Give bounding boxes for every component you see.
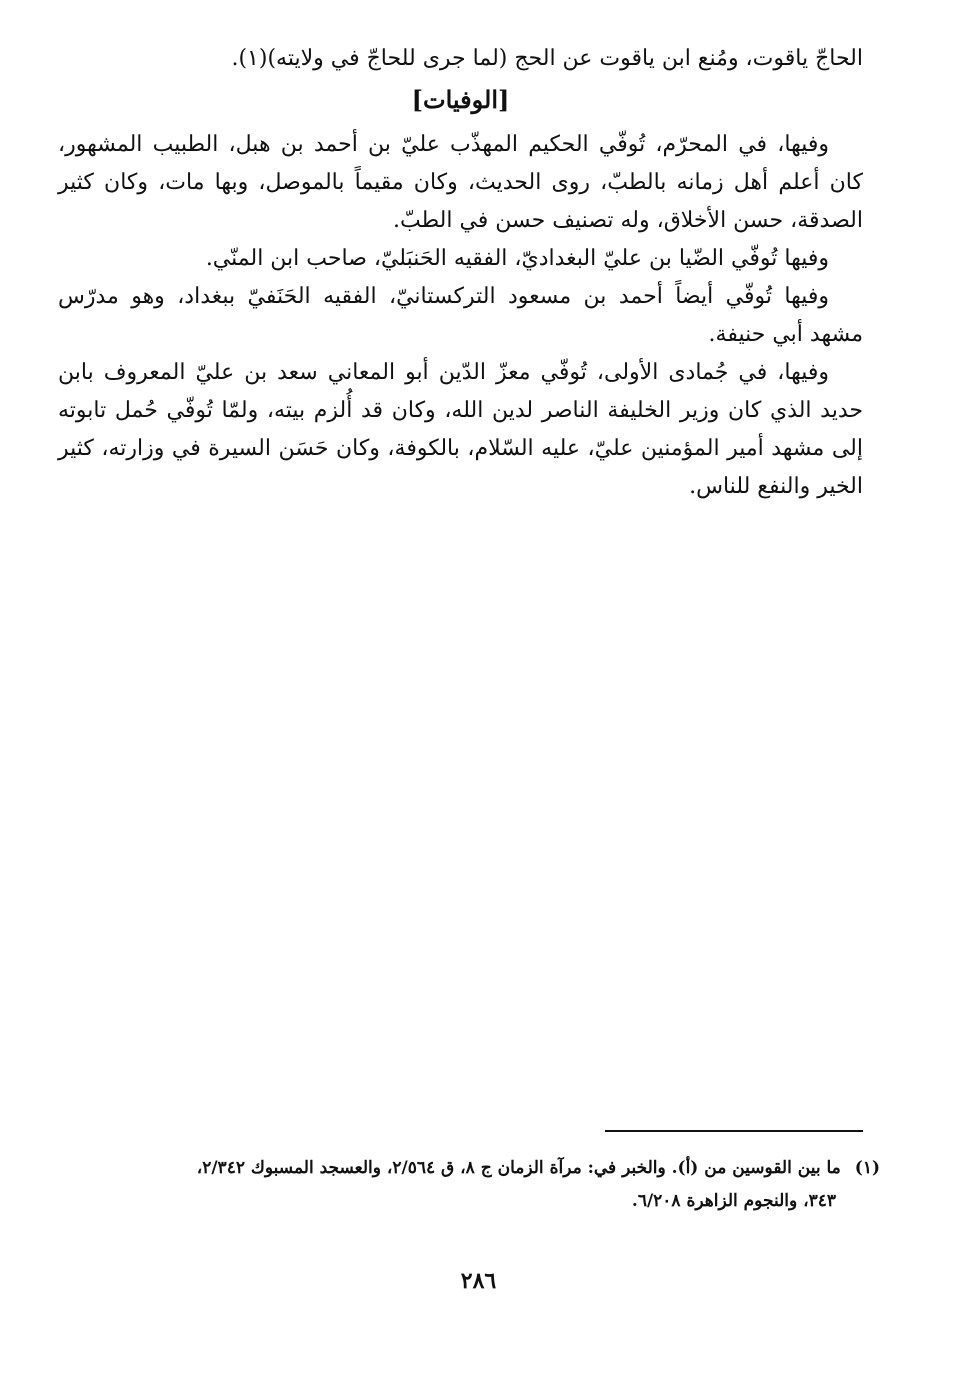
footnote-text-line-1: ما بين القوسين من (أ). والخبر في: مرآة الزمان ج ٨، ق ٢/٥٦٤، والعسجد المسبوك ٢/٣٤٢، bbox=[196, 1158, 841, 1178]
footnote-text-line-2: ٣٤٣، والنجوم الزاهرة ٦/٢٠٨. bbox=[631, 1191, 836, 1211]
section-heading: [الوفيات] bbox=[411, 85, 510, 114]
footnote-1 bbox=[70, 1152, 880, 1185]
paragraph: وفيها تُوفّي أيضاً أحمد بن مسعود التركستانيّ، الفقيه الحَنَفيّ ببغداد، وهو مدرّس مشهد أبي حنيفة. bbox=[58, 284, 863, 347]
paragraph: وفيها تُوفّي الضّيا بن عليّ البغداديّ، الفقيه الحَنبَليّ، صاحب ابن المنّي. bbox=[205, 246, 829, 271]
paragraph: وفيها، في جُمادى الأولى، تُوفّي معزّ الدّين أبو المعاني سعد بن عليّ المعروف بابن حديد الذي كان وزير الخليفة الناصر لدين الله، وكان قد أُلزم بيته، ولمّا تُوفّي حُمل تابوته إلى مشهد أمير المؤمنين عليّ، عليه السّلام، بالكوفة، وكان حَسَن السيرة في وزارته، كثير الخير والنفع للناس. bbox=[58, 360, 863, 499]
footnote-divider bbox=[605, 1130, 863, 1132]
paragraph-continuation: الحاجّ ياقوت، ومُنع ابن ياقوت عن الحج (لما جرى للحاجّ في ولايته)(١). bbox=[231, 46, 863, 71]
footnote-number: (١) bbox=[854, 1158, 880, 1178]
page-number: ٢٨٦ bbox=[460, 1268, 497, 1294]
paragraph: وفيها، في المحرّم، تُوفّي الحكيم المهذّب عليّ بن أحمد بن هبل، الطبيب المشهور، كان أعلم أهل زمانه بالطبّ، روى الحديث، وكان مقيماً بالموصل، وبها مات، وكان كثير الصدقة، حسن الأخلاق، وله تصنيف حسن في الطبّ. bbox=[58, 132, 863, 233]
main-text bbox=[58, 40, 863, 506]
footnotes bbox=[70, 1152, 880, 1218]
